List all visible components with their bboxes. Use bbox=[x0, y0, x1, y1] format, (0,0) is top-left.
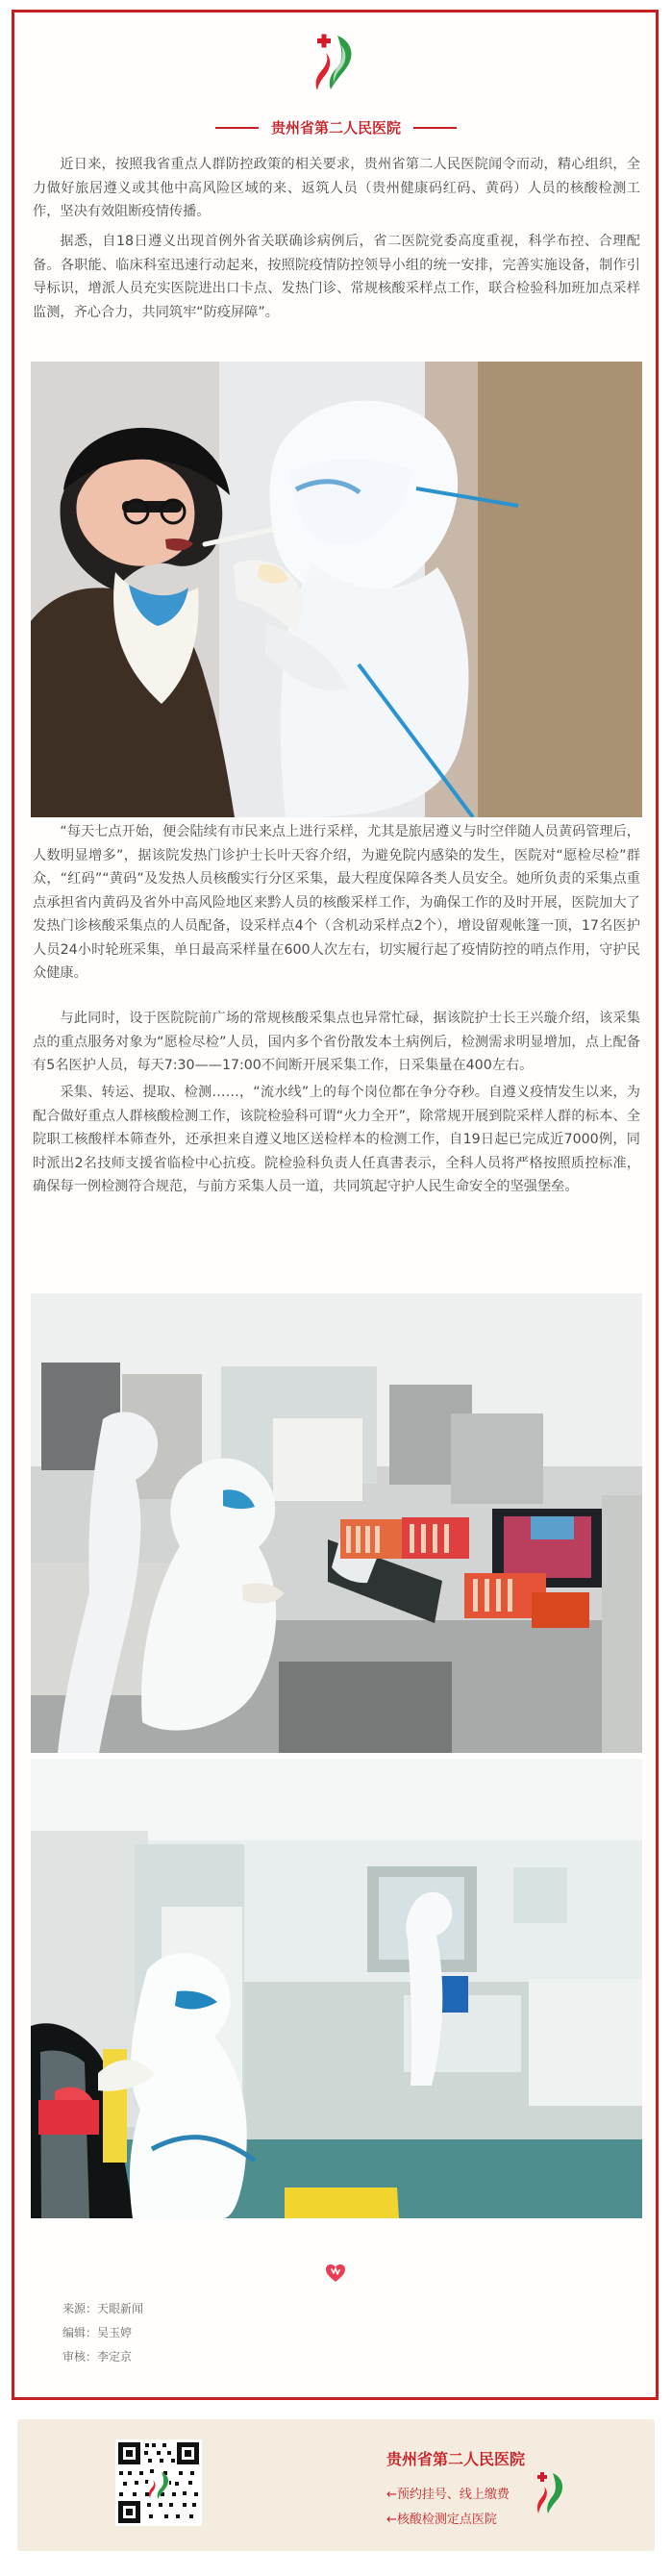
source-credit: 来源：天眼新闻 bbox=[62, 2302, 144, 2315]
reviewer-credit: 审核：李定京 bbox=[62, 2350, 133, 2363]
appointment-payment-link[interactable]: ←预约挂号、线上缴费 bbox=[386, 2488, 510, 2502]
photo-throat-swab-sampling bbox=[31, 362, 642, 817]
footer-title: 贵州省第二人民医院 bbox=[386, 2450, 526, 2468]
qr-code-icon[interactable] bbox=[115, 2439, 202, 2526]
article-paragraph-4: 与此同时，设于医院院前广场的常规核酸采集点也异常忙碌，据该院护士长王兴璇介绍，该采集点的重点服务对象为“愿检尽检”人员，国内多个省份散发本土病例后，检测需求明显增加，点上配备有5名医护人员，每天7:30——17:00不间断开展采集工作，日采集量在400左右。 bbox=[33, 1011, 640, 1073]
editor-credit: 编辑：吴玉婷 bbox=[62, 2326, 133, 2339]
article-paragraph-2: 据悉，自18日遵义出现首例外省关联确诊病例后，省二医院党委高度重视，科学布控、合理配备。各职能、临床科室迅速行动起来，按照院疫情防控领导小组的统一安排，完善实施设备，制作引导标识，增派人员充实医院进出口卡点、发热门诊、常规核酸采样点工作，联合检验科加班加点采样监测，齐心合力，共同筑牢“防疫屏障”。 bbox=[33, 234, 640, 320]
hospital-logo-icon bbox=[535, 2470, 567, 2516]
nucleic-acid-testing-link[interactable]: ←核酸检测定点医院 bbox=[386, 2513, 497, 2527]
title-left-rule bbox=[215, 127, 259, 129]
hospital-logo-icon bbox=[313, 33, 358, 94]
article-paragraph-3: “每天七点开始，便会陆续有市民来点上进行采样，尤其是旅居遵义与时空伴随人员黄码管理后，人数明显增多”，据该院发热门诊护士长叶天容介绍，为避免院内感染的发生，医院对“愿检尽检”群众，“红码”“黄码”及发热人员核酸实行分区采集，最大程度保障各类人员安全。她所负责的采集点重点承担省内黄码及省外中高风险地区来黔人员的核酸采样工作，为确保工作的及时开展，医院加大了发热门诊核酸采集点的人员配备，设采样点4个（含机动采样点2个），增设留观帐篷一顶，17名医护人员24小时轮班采集，单日最高采样量在600人次左右，切实履行起了疫情防控的哨点作用，守护民众健康。 bbox=[33, 824, 640, 981]
article-paragraph-1: 近日来，按照我省重点人群防控政策的相关要求，贵州省第二人民医院闻令而动，精心组织，全力做好旅居遵义或其他中高风险区域的来、返筑人员（贵州健康码红码、黄码）人员的核酸检测工作，坚决有效阻断疫情传播。 bbox=[33, 157, 640, 219]
title-right-rule bbox=[413, 127, 457, 129]
article-paragraph-5: 采集、转运、提取、检测……，“流水线”上的每个岗位都在争分夺秒。自遵义疫情发生以来，为配合做好重点人群核酸检测工作，该院检验科可谓“火力全开”，除常规开展到院采样人群的标本、全院职工核酸样本筛查外，还承担来自遵义地区送检样本的检测工作，自19日起已完成近7000例，同时派出2名技师支援省临检中心抗疫。院检验科负责人任真書表示，全科人员将严格按照质控标准，确保每一例检测符合规范，与前方采集人员一道，共同筑起守护人民生命安全的坚强堡垒。 bbox=[33, 1085, 640, 1194]
photo-laboratory-testing bbox=[31, 1293, 642, 1753]
photo-biosafety-lab bbox=[31, 1759, 642, 2218]
hospital-title-row bbox=[35, 116, 637, 139]
page-title: 贵州省第二人民医院 bbox=[270, 119, 401, 137]
heart-icon bbox=[325, 2263, 346, 2283]
